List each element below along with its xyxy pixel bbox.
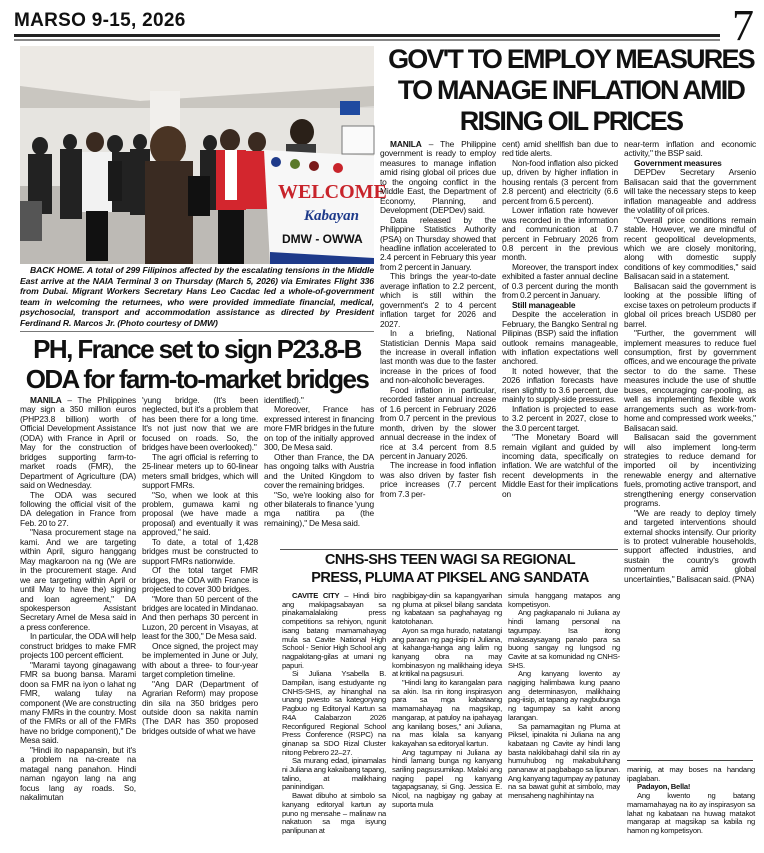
paragraph: "Overall price conditions remain stable. However, we are mindful of recent geopolitical developments, which we are closely monitoring, along with domestic supply conditions of key commodities," said Balisacan said in a statement. [624,214,756,282]
oda-headline-line-2: ODA for farm-to-market bridges [25,364,369,394]
paragraph: "Ang DAR (Department of Agrarian Reform) may propose din sila na 350 bridges pero outside doon sa nakita namin (The DAR has 350 proposed bridges outside of what we have [142,678,258,736]
paragraph-text: – Hindi biro ang makipagsabayan sa pinakamalalaking press competitions sa rehiyon, ngunit isang batang mamamahayag mula sa Cavite National High School - Senior High School ang nagpakitang-gilas at umani ng papuri. [282,591,386,670]
paragraph: Balisacan said the government will also implement long-term strategies to reduce demand for imported oil by incentivizing renewable energy and alternative fuels, promoting active transport, and strengthening energy conservation programs. [624,432,756,509]
paragraph: "So, when we look at this problem, gumawa kami ng proposal (we have made a proposal) and eventually it was approved," he said. [142,489,258,538]
divider [627,760,753,761]
paragraph: The agri official is referring to 25-linear meters up to 60-linear meters small bridges, which will support FMRs. [142,451,258,491]
oda-column-1 [20,396,136,802]
oda-column-3 [264,396,374,528]
paragraph: Data released by the Philippine Statistics Authority (PSA) on Thursday showed that headline inflation accelerated to 2.4 percent in February this year from 2 percent in January. [380,214,496,272]
subheading: Still manageable [512,299,576,310]
paragraph: Si Juliana Ysabella B. Dampilan, isang estudyante ng CNHS-SHS, ay hinanghal na unang pwesto sa kategoryang Pagbuo ng Editoryal Kartun sa R4A Calabarzon 2026 Reconfigured Regional School Press Conference (RSPC) na ginanap sa SDO Rizal Cluster nitong Pebrero 22–27. [282,669,386,757]
paragraph: Balisacan said the government is looking at the possible lifting of excise taxes on petroleum products if global oil prices breach USD80 per barrel. [624,280,756,329]
banner-dmw-text: DMW - OWWA [282,232,363,246]
paragraph: "Hindi ito napapansin, but it's a problem na na-create na matagal nang panahon. Hindi naman ngayon lang na ang focus lang ay roads. So, nakalimutan [20,744,136,803]
paragraph: Moreover, France has expressed interest in financing more FMR bridges in the future on top of the initially approved 300, De Mesa said. [264,404,374,453]
paragraph: Non-food inflation also picked up, driven by higher inflation in housing rentals (3 percent from 2.8 percent) and electricity (6.6 percent from 6.5 percent). [502,157,618,206]
paragraph: Ang kwento ng batang mamamahayag na ito ay inspirasyon sa lahat ng kabataan na huwag matakot mangarap at magsikap sa kabila ng hamon ng kompetisyon. [627,791,755,835]
photo-airport-welcome-icon [20,46,387,264]
paragraph [282,592,386,670]
paragraph: cent) amid shellfish ban due to red tide alerts. [502,139,618,159]
page-number: 7 [732,1,754,50]
paragraph: "Hindi lang ito karangalan para sa akin. Isa rin itong inspirasyon para sa mga kabataang mamamahayag na magsikap, mangarap, at patuloy na ipahayag ang kanilang boses," ani Juliana, na mas kilala sa kanyang kakayahan sa editoryal kartun. [392,678,502,748]
inflation-headline-line-1: GOV'T TO EMPLOY MEASURES [388,44,754,74]
oda-headline [14,334,380,394]
inflation-column-2 [502,140,618,499]
paragraph: To date, a total of 1,428 bridges must be constructed to support FMRs nationwide. [142,536,258,566]
paragraph: Moreover, the transport index exhibited a faster annual decline of 0.3 percent during the month from 0.2 percent in January. [502,261,618,301]
paragraph: "Further, the government will implement measures to reduce fuel consumption, first by government offices, and we encourage the private sector to do the same. These measures include the use of shuttle buses, encouraging car-pooling, as well as implementing flexible work arrangements such as work-from-home and compressed work weeks," Balisacan said. [624,328,757,433]
paragraph: Sa murang edad, ipinamalas ni Juliana ang kakaibang tapang, talino, at malikhaing paninindigan. [282,756,386,792]
masthead [14,1,754,50]
subheading: Padayon, Bella! [637,782,691,792]
paragraph: Of the total target FMR bridges, the ODA with France is projected to cover 300 bridges. [142,565,258,595]
paragraph: "Nasa procurement stage na kami. And we are targeting within April, siguro hanggang May magkaroon na ng (We are in the procurement stage. And we are targeting within April or until May to have the) signing and loan agreement," DA spokesperson Assistant Secretary Arnel de Mesa said in a press conference. [20,527,136,632]
subheading: Government measures [634,157,722,168]
inflation-headline-line-3: RISING OIL PRICES [459,106,683,136]
paragraph: Food inflation in particular, recorded faster annual increase of 1.6 percent in February 2026 from 0.7 percent in the previous month, driven by the slower annual decrease in the index of rice at 3.4 percent from 8.5 percent in January 2026. [380,384,496,461]
paragraph: 'yung bridge. (It's been neglected, but it's a problem that has been there for a long time. It's not just now that we are focused on roads. So, the bridges have been overlooked)." [142,395,258,453]
paragraph: In a briefing, National Statistician Dennis Mapa said the increase in overall inflation last month was due to the faster increase in the prices of food and non-alcoholic beverages. [380,328,496,386]
photo-caption [20,265,374,329]
paragraph: Other than France, the DA has ongoing talks with Austria and the United Kingdom to cover the remaining bridges. [264,451,374,491]
paragraph: simula hanggang matapos ang kompetisyon. [508,591,620,609]
masthead-rule [14,34,720,37]
paragraph: Once signed, the project may be implemented in June or July, with about a three- to four-year target completion timeline. [142,640,258,680]
paragraph: nagbibigay-diin sa kapangyarihan ng pluma at piksel bilang sandata ng kabataan sa paghahayag ng katotohanan. [392,591,502,627]
dateline: CAVITE CITY [292,591,340,600]
dateline: MANILA [30,395,62,405]
cnhs-headline [280,551,620,587]
divider [20,331,374,332]
issue-date: MARSO 9-15, 2026 [14,10,186,31]
paragraph: In particular, the ODA will help construct bridges to make FMR projects 100 percent efficient. [20,631,136,661]
paragraph: This brings the year-to-date average inflation to 2.2 percent, which is still within the government's 2 to 4 percent inflation target for 2026 and 2027. [380,271,496,329]
paragraph: marinig, at may boses na handang ipaglaban. [627,765,755,783]
paragraph: Despite the acceleration in February, the Bangko Sentral ng Pilipinas (BSP) said the inflation outlook remains manageable, with inflation expectations well anchored. [502,309,618,367]
paragraph: Inflation is projected to ease to 3.2 percent in 2027, close to the 3.0 percent target. [502,403,618,433]
paragraph: "So, we're looking also for other bilaterals to finance 'yung mga natitira pa (the remaining)," De Mesa said. [264,489,374,528]
masthead-rule-thin [14,39,720,41]
paragraph: Ang pagkapanalo ni Juliana ay hindi lamang personal na tagumpay. Isa itong makasaysayang panalo para sa buong sangay ng lungsod ng Cavite at sa komunidad ng CNHS-SHS. [508,608,620,670]
cnhs-column-4 [627,766,755,836]
caption-text: A total of 299 Filipinos affected by the escalating tensions in the Middle East arrive at the NAIA Terminal 3 on Thursday (March 5, 2026) via Emirates Flight 336 from Dubai. Migrant Workers Secretary Hans Leo Cacdac led a whole-of-government team in welcoming the returnees, who were provided immediate financial, medical, psychosocial, transport and accommodation assistance as directed by President Ferdinand R. Marcos Jr. (Photo courtesy of DMW) [20,265,375,328]
paragraph: "We are ready to deploy timely and targeted interventions should external shocks intensify. Our priority is to protect vulnerable households, support affected industries, and sustain the country's growth momentum amid global uncertainties," Balisacan said. (PNA) [624,507,756,584]
cnhs-headline-line-1: CNHS-SHS TEEN WAGI SA REGIONAL [324,552,576,568]
divider [280,549,618,550]
inflation-headline-line-2: TO MANAGE INFLATION AMID [397,75,745,105]
cnhs-column-1 [282,592,386,836]
cnhs-headline-line-2: PRESS, PLUMA AT PIKSEL ANG SANDATA [311,570,589,586]
paragraph: The ODA was secured following the official visit of the DA delegation in France from Feb. 20 to 27. [20,489,136,528]
inflation-headline [378,44,764,137]
news-photo [20,46,387,264]
cnhs-column-2 [392,592,502,810]
paragraph: identified)." [264,395,304,405]
paragraph: It noted however, that the 2026 inflation forecasts have risen slightly to 3.6 percent, due mainly to supply-side pressures. [502,365,618,405]
cnhs-column-3 [508,592,620,801]
paragraph: The increase in food inflation was also driven by faster fish price increases (7.7 percent from 7.3 per- [380,460,496,499]
paragraph: Lower inflation rate however was recorded in the information and communication at 0.7 percent in February 2026 from 0.8 percent in the previous month. [502,205,618,263]
paragraph: "More than 50 percent of the bridges are located in Mindanao. And then perhaps 30 percent in Luzon, 20 percent in Visayas, at least for the 300," De Mesa said. [142,593,258,642]
dateline: MANILA [390,139,422,149]
caption-lead: BACK HOME. [30,265,85,275]
paragraph: Bawat dibuho at simbolo sa kanyang editoryal kartun ay puno ng mensahe – malinaw na nakatuon sa mga isyung panlipunan at [282,791,386,835]
paragraph [380,140,496,216]
paragraph: near-term inflation and economic activity," the BSP said. [624,139,756,159]
paragraph: Ang kanyang kwento ay nagiging halimbawa kung paano ang determinasyon, malikhaing pag-iisip, at tapang ay nagbubunga ng tagumpay sa kahit anong larangan. [508,669,620,722]
inflation-column-3 [624,140,756,584]
banner-kabayan-text: Kabayan [304,208,360,224]
banner-welcome-text: WELCOME [278,181,387,203]
paragraph: Sa pamamagitan ng Pluma at Piksel, ipinakita ni Juliana na ang kabataan ng Cavite ay hindi lang basta nakikibahagi dahil sila rin ay humuhubog ng makabuluhang pananaw at pagbabago sa lipunan. Ang kanyang tagumpay ay patunay na sa bawat guhit at simbolo, may mensaheng naghihintay na [508,721,620,801]
paragraph: DEPDev Secretary Arsenio Balisacan said that the government will take the necessary steps to keep inflation manageable and address the volatility of oil prices. [624,167,756,216]
paragraph [20,396,136,491]
oda-column-2 [142,396,258,736]
paragraph: Ang tagumpay ni Juliana ay hindi lamang bunga ng kanyang sariling pagsusumikap. Malaki ang naging papel ng kanyang tagapagsanay, si Gng. Jessica E. Nicol, na nagbigay ng gabay at suporta mula [392,747,502,809]
paragraph-text: – The Philippine government is ready to employ measures to manage inflation amid rising global oil prices due to the ongoing conflict in the Middle East, the Department of Economy, Planning, and Development (DEPDev) said. [380,139,496,216]
paragraph-text: – The Philippines may sign a 350 million euros (PHP23.8 billion) worth of Official Development Assistance (ODA) with France in April or May for the construction of bridges supporting farm-to-market roads (FMR), the Department of Agriculture (DA) said on Wednesday. [20,395,136,491]
paragraph: Ayon sa mga hurado, natatangi ang paraan ng pag-iisip ni Juliana, at kahanga-hanga ang lalim ng kanyang obra na may kombinasyon ng malikhaing ideya at kritikal na pagsusuri. [392,625,502,679]
oda-headline-line-1: PH, France set to sign P23.8-B [33,334,361,364]
inflation-column-1 [380,140,496,499]
paragraph: "Marami tayong ginagawang FMR sa buong bansa. Marami doon sa FMR na iyon o lahat ng FMR, walang tulay na component (We are constructing many FMRs in the country. Most of the FMRs or all of the FMRs have no bridge component)," De Mesa said. [20,659,136,746]
paragraph: "The Monetary Board will remain vigilant and guided by incoming data, specifically on inflation. We are watchful of the recent developments in the Middle East for their implications on [502,432,618,499]
